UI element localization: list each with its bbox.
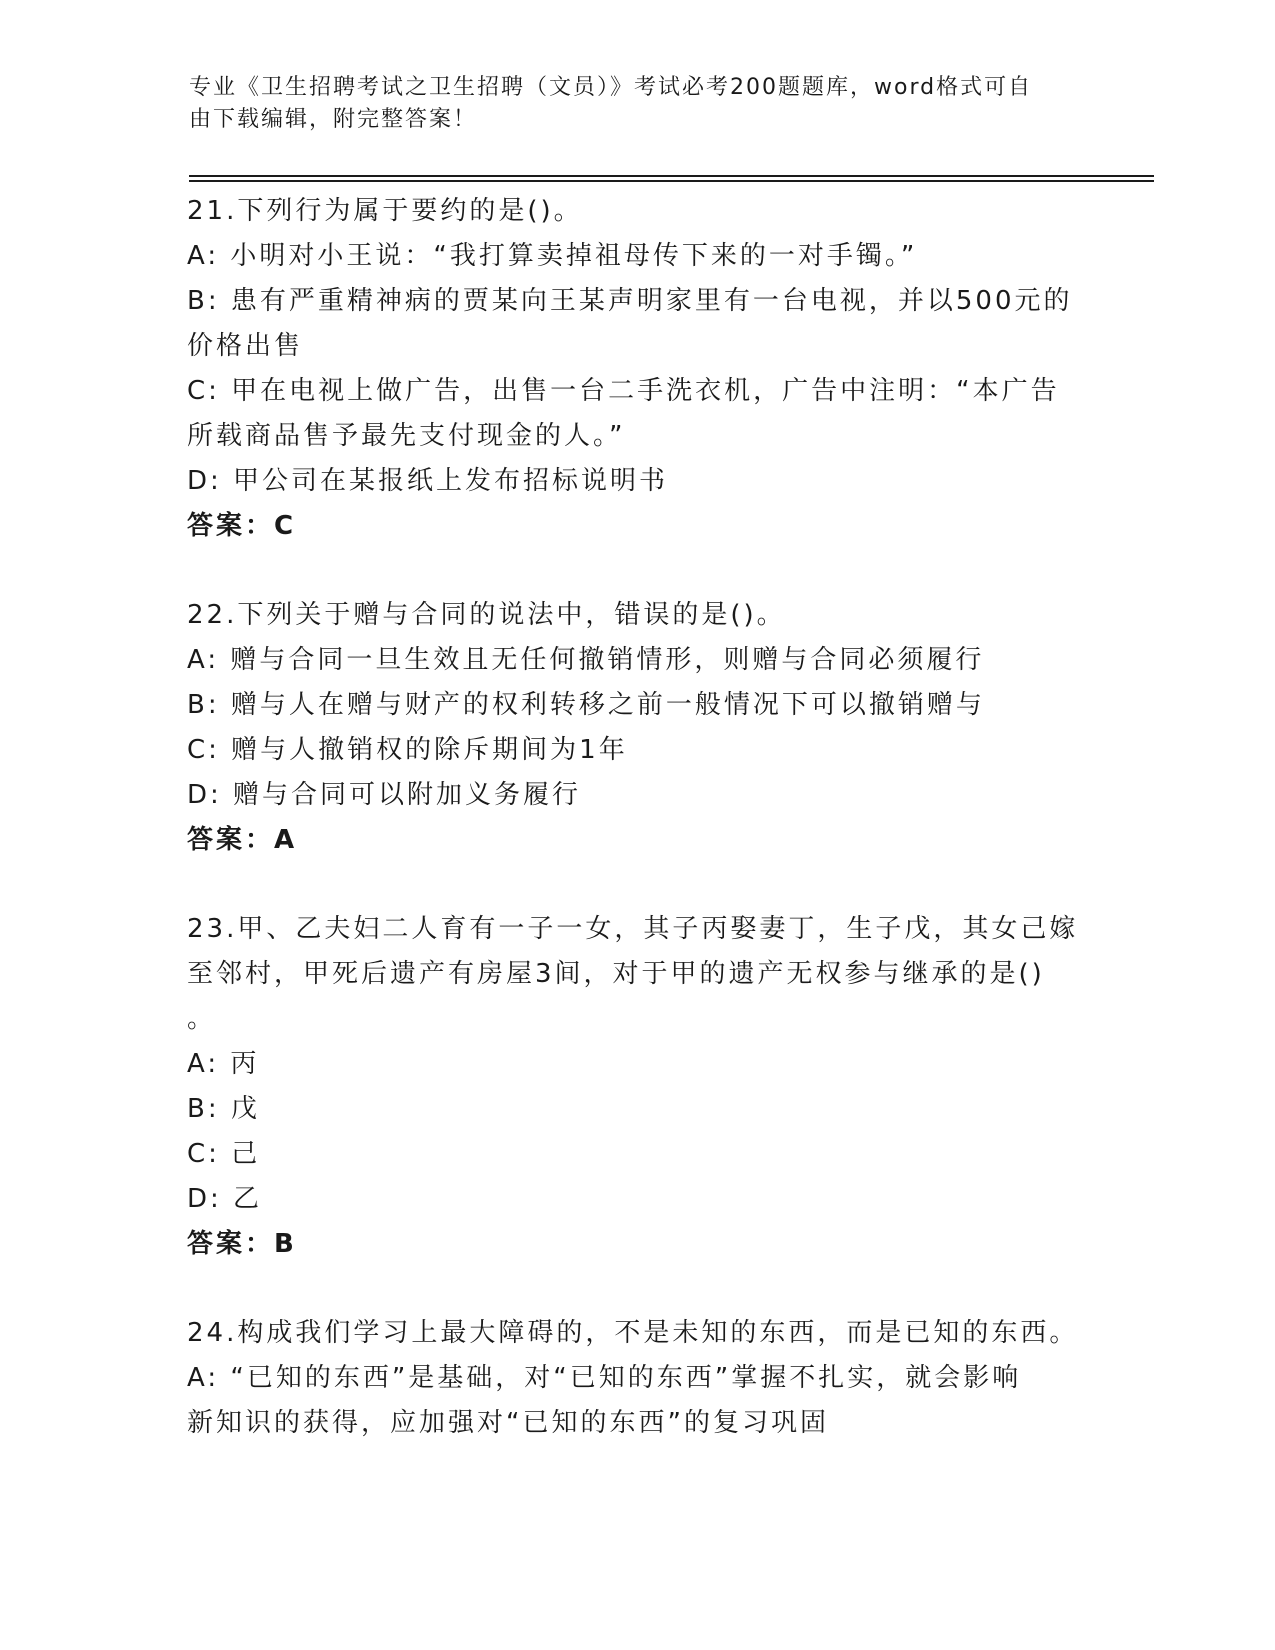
question-stem-line: 24.构成我们学习上最大障碍的，不是未知的东西，而是已知的东西。 — [187, 1318, 1079, 1348]
answer-label: 答案：A — [187, 825, 298, 855]
question-stem-line: 22.下列关于赠与合同的说法中，错误的是()。 — [187, 600, 786, 630]
document-header — [189, 72, 1089, 136]
question-block — [187, 1311, 1087, 1446]
option-line: A: “已知的东西”是基础，对“已知的东西”掌握不扎实，就会影响 — [187, 1363, 1022, 1393]
option-line: B: 患有严重精神病的贾某向王某声明家里有一台电视，并以500元的 — [187, 286, 1073, 316]
option-line: C: 己 — [187, 1139, 261, 1169]
question-stem-line: 至邻村，甲死后遗产有房屋3间，对于甲的遗产无权参与继承的是() — [187, 959, 1045, 989]
option-line: A: 赠与合同一旦生效且无任何撤销情形，则赠与合同必须履行 — [187, 645, 985, 675]
option-line: C: 赠与人撤销权的除斥期间为1年 — [187, 735, 628, 765]
header-line-1: 专业《卫生招聘考试之卫生招聘（文员）》考试必考200题题库，word格式可自 — [189, 75, 1033, 100]
header-divider-top — [189, 175, 1154, 177]
answer-label: 答案：C — [187, 511, 297, 541]
question-block — [187, 189, 1087, 549]
option-line: D: 甲公司在某报纸上发布招标说明书 — [187, 466, 669, 496]
option-line: A: 丙 — [187, 1049, 260, 1079]
question-stem-line: 21.下列行为属于要约的是()。 — [187, 196, 583, 226]
option-line: 所载商品售予最先支付现金的人。” — [187, 421, 626, 451]
header-divider-bottom — [189, 180, 1154, 182]
option-line: A: 小明对小王说：“我打算卖掉祖母传下来的一对手镯。” — [187, 241, 918, 271]
header-line-2: 由下载编辑，附完整答案！ — [189, 107, 478, 132]
option-line: C: 甲在电视上做广告，出售一台二手洗衣机，广告中注明：“本广告 — [187, 376, 1060, 406]
question-block — [187, 593, 1087, 863]
option-line: D: 赠与合同可以附加义务履行 — [187, 780, 582, 810]
answer-label: 答案：B — [187, 1229, 297, 1259]
option-line: 价格出售 — [187, 331, 304, 361]
question-list — [187, 189, 1087, 1446]
question-block — [187, 907, 1087, 1267]
option-line: 新知识的获得，应加强对“已知的东西”的复习巩固 — [187, 1408, 829, 1438]
question-stem-line: 23.甲、乙夫妇二人育有一子一女，其子丙娶妻丁，生子戊，其女己嫁 — [187, 914, 1079, 944]
option-line: D: 乙 — [187, 1184, 263, 1214]
option-line: B: 赠与人在赠与财产的权利转移之前一般情况下可以撤销赠与 — [187, 690, 985, 720]
option-line: B: 戊 — [187, 1094, 260, 1124]
question-stem-line: 。 — [187, 1004, 217, 1034]
